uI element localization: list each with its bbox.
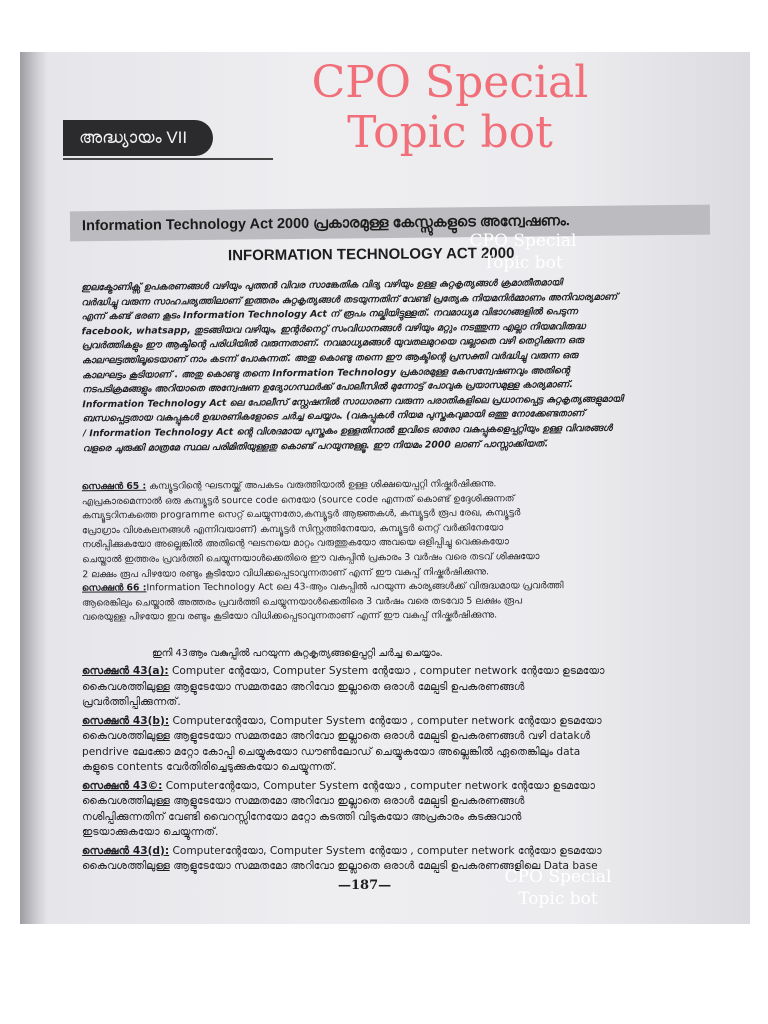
line-text: കമ്പ്യൂട്ടറിനകത്തെ programme സെറ്റ് ചെയ്യുന്നതോ,കമ്പ്യൂട്ടർ ആജ്ഞകൾ, കമ്പ്യൂട്ടർ രൂപ രേഖ, കമ്പ്യൂട്ടർ xyxy=(81,507,521,522)
section-43-line xyxy=(82,844,712,860)
line-text: നശിപ്പിക്കുന്നതിന് വേണ്ടി വൈറസ്സിനേയോ മറ്റോ കടത്തി വിടുകയോ അപ്രകാരം കടക്കുവാൻ xyxy=(82,810,522,823)
line-text: കൈവശത്തിലുള്ള ആളുടേയോ സമ്മതമോ അറിവോ ഇല്ലാതെ ഒരാൾ മേല്പടി ഉപകരണങ്ങളിലെ Data base xyxy=(82,860,598,872)
section-label: സെക്ഷൻ 65 : xyxy=(81,480,147,493)
line-text: കാലഘട്ടത്തിലൂടെയാണ് നാം കടന്ന് പോകുന്നത്. അതു കൊണ്ടു തന്നെ ഈ ആക്ടിന്റെ പ്രസക്തി വർദ്ധിച്ചു വരുന്ന ഒരു xyxy=(81,350,578,367)
section-label: സെക്ഷൻ 66 : xyxy=(81,582,147,594)
section-43-line xyxy=(82,760,712,776)
line-text: കൈവശത്തിലുള്ള ആളുടേയോ സമ്മതമോ അറിവോ ഇല്ലാതെ ഒരാൾ മേല്പടി ഉപകരണങ്ങൾ xyxy=(82,680,525,693)
line-text: ഇലക്ട്രോണിക്സ് ഉപകരണങ്ങൾ വഴിയും പുത്തൻ വിവര സാങ്കേതിക വിദ്യ വഴിയും ഉള്ള കുറ്റകൃത്യങ്ങൾ ക്രമാതീതമായി xyxy=(81,277,563,294)
section-43-line xyxy=(82,810,712,826)
watermark-bottom xyxy=(478,866,638,910)
line-text: Computerന്റേയോ, Computer System ന്റേയോ , computer network ന്റേയോ ഉടമയോ xyxy=(169,714,602,727)
watermark-bottom-line1: CPO Special xyxy=(504,867,612,887)
section-label: സെക്ഷൻ 43(d): xyxy=(82,844,170,857)
line-text: Information Technology Act ലെ പോലീസ് സ്റ്റേഷനിൽ സാധാരണ വരുന്ന പരാതികളിലെ പ്രധാനപ്പെട്ട കുറ്റകൃത്യങ്ങളുമായി xyxy=(82,393,624,411)
section-43-line xyxy=(82,714,712,730)
line-text: പ്രോഗ്രാം വിശകലനങ്ങൾ എന്നിവയാണ്) കമ്പ്യൂട്ടർ സിസ്റ്റത്തിനേയോ, കമ്പ്യൂട്ടർ നെറ്റ് വർക്കിനേയോ xyxy=(81,522,504,536)
line-text: Computerന്റേയോ, Computer System ന്റേയോ , computer network ന്റേയോ ഉടമയോ xyxy=(162,779,595,792)
watermark-middle-line1: CPO Special xyxy=(469,231,577,251)
section-label: സെക്ഷൻ 43(b): xyxy=(82,714,170,727)
line-text: pendrive ലേക്കോ മറ്റോ കോപ്പി ചെയ്യുകയോ ഡൗൺലോഡ് ചെയ്യുകയോ അല്ലെങ്കിൽ ഏതെങ്കിലും data xyxy=(82,745,581,758)
line-text: പ്രവർത്തികളും ഈ ആക്ടിന്റെ പരിധിയിൽ വരുന്നതാണ്. നവമാധ്യമങ്ങൾ യുവതലമുറയെ വല്ലാതെ വഴി തെറ്റിക്കുന്ന ഒരു xyxy=(81,335,584,352)
line-text: കളുടെ contents വേർതിരിച്ചെടുക്കുകയോ ചെയ്യുന്നത്. xyxy=(82,761,337,773)
intro-paragraph xyxy=(81,275,708,457)
section-43-line xyxy=(82,680,712,696)
line-text: / Information Technology Act ന്റെ വിശദമായ പുസ്തകം ഉള്ളതിനാൽ ഇവിടെ ഓരോ വകുപ്പുകളെപ്പറ്റിയും ഉള്ള വിവരങ്ങൾ xyxy=(82,422,613,440)
chapter-label: അദ്ധ്യായം VII xyxy=(63,120,213,156)
page-number: —187— xyxy=(338,878,392,893)
line-text: വരെയുള്ള പിഴയോ ഇവ രണ്ടും കൂടിയോ വിധിക്കപ്പെടാവുന്നതാണ് എന്ന് ഈ വകുപ്പ് നിഷ്കർഷിക്കുന്നു. xyxy=(82,609,498,623)
line-text: ഇടയാക്കുകയോ ചെയ്യുന്നത്. xyxy=(82,826,219,838)
section-43-line xyxy=(82,695,712,711)
line-text: കാലഘട്ടം കൂടിയാണ് . അതു കൊണ്ടു തന്നെ Information Technology പ്രകാരമുള്ള കേസന്വേഷണവും അതിന്റെ xyxy=(82,364,570,381)
watermark-top xyxy=(270,58,630,158)
line-text: Information Technology Act ലെ 43-ആം വകുപ്പിൽ പറയുന്ന കാര്യങ്ങൾക്ക് വിരുദ്ധമായ പ്രവർത്തി xyxy=(146,580,564,594)
line-text: വളരെ ചുരുക്കി മാത്രമേ സ്ഥല പരിമിതിയുള്ളതു കൊണ്ട് പറയുന്നുള്ളൂ. ഈ നിയമം 2000 ലാണ് പാസ്സാക്കിയത്. xyxy=(82,437,549,454)
line-text: എപ്രകാരമെന്നാൽ ഒരു കമ്പ്യൂട്ടർ source code നെയോ (source code എന്നത് കൊണ്ട് ഉദ്ദേശിക്കുന്നത് xyxy=(81,492,515,507)
line-text: നശിപ്പിക്കുകയോ അല്ലെങ്കിൽ അതിന്റെ ഘടനയെ മാറ്റം വരുത്തുകയോ അവയെ ഒളിപ്പിച്ചു വെക്കുകയോ xyxy=(82,536,509,551)
line-text: Computerന്റേയോ, Computer System ന്റേയോ , computer network ന്റേയോ ഉടമയോ xyxy=(169,844,602,857)
section-43-line xyxy=(82,794,712,810)
line-text: ബന്ധപ്പെട്ടതായ വകുപ്പുകൾ ഉദ്ധരണികളോടെ ചർച്ച ചെയ്യാം. (വകുപ്പുകൾ നിയമ പുസ്തകവുമായി ഒത്തു നോക്കേണ്ടതാണ് xyxy=(82,408,585,425)
line-text: 2 ലക്ഷം രൂപ പിഴയോ രണ്ടും കൂടിയോ വിധിക്കപ്പെടാവുന്നതാണ് എന്ന് ഈ വകുപ്പ് നിഷ്കർഷിക്കുന്നു. xyxy=(82,565,490,580)
section-43-line xyxy=(82,745,712,761)
line-text: വർദ്ധിച്ചു വരുന്ന സാഹചര്യത്തിലാണ് ഇത്തരം കുറ്റകൃത്യങ്ങൾ തടയുന്നതിന് വേണ്ടി പ്രത്യേക നിയമനിർമ്മാണം അനിവാര്യമാണ് xyxy=(81,291,618,308)
section-65-paragraph xyxy=(82,476,715,583)
line-text: നടപടിക്രമങ്ങളും അറിയാതെ അന്വേഷണ ഉദ്യോഗസ്ഥർക്ക് പോലീസിൽ മുന്നോട്ട് പോവുക പ്രയാസമുള്ള കാര്യമാണ്. xyxy=(82,379,573,396)
watermark-top-line2: Topic bot xyxy=(347,107,553,158)
watermark-top-line1: CPO Special xyxy=(311,57,589,108)
page-title: Information Technology Act 2000 പ്രകാരമുള്ള കേസ്സുകളുടെ അന്വേഷണം. xyxy=(81,213,570,235)
watermark-middle xyxy=(448,230,598,274)
page-binding-shadow xyxy=(20,52,46,924)
section-label: സെക്ഷൻ 43(a): xyxy=(82,665,169,677)
line-text: ചെയ്താൽ ഇത്തരം പ്രവർത്തി ചെയ്യുന്നയാൾക്കെതിരെ ഈ വകുപ്പിൻ പ്രകാരം 3 വർഷം വരെ തടവ് ശിക്ഷയോ xyxy=(82,550,540,566)
section-43-list xyxy=(82,664,712,878)
section-43-line xyxy=(82,825,712,841)
section-43-line xyxy=(82,729,712,745)
section-43-lead: ഇനി 43ആം വകുപ്പിൽ പറയുന്ന കുറ്റകൃത്യങ്ങളെപ്പറ്റി ചർച്ച ചെയ്യാം. xyxy=(152,648,443,659)
watermark-bottom-line2: Topic bot xyxy=(518,889,598,909)
line-text: പ്രവർത്തിപ്പിക്കുന്നത്. xyxy=(82,696,181,708)
section-66-paragraph xyxy=(82,578,714,625)
line-text: കമ്പ്യൂട്ടറിന്റെ ഘടനയ്ക്ക് അപകടം വരുത്തിയാൽ ഉള്ള ശിക്ഷയെപ്പറ്റി നിഷ്കർഷിക്കുന്നു. xyxy=(146,478,497,492)
watermark-middle-line2: Topic bot xyxy=(483,253,563,273)
section-43-line xyxy=(82,664,712,680)
line-text: കൈവശത്തിലുള്ള ആളുടേയോ സമ്മതമോ അറിവോ ഇല്ലാതെ ഒരാൾ മേല്പടി ഉപകരണങ്ങൾ xyxy=(82,795,525,807)
section-43-line xyxy=(82,779,712,795)
page-subtitle: INFORMATION TECHNOLOGY ACT 2000 xyxy=(227,244,515,265)
line-text: കൈവശത്തിലുള്ള ആളുടേയോ സമ്മതമോ അറിവോ ഇല്ലാതെ ഒരാൾ മേല്പടി ഉപകരണങ്ങൾ വഴി datakൾ xyxy=(82,730,591,742)
line-text: ആരെങ്കിലും ചെയ്താൽ അത്തരം പ്രവർത്തി ചെയ്യുന്നയാൾക്കെതിരെ 3 വർഷം വരെ തടവോ 5 ലക്ഷം രൂപ xyxy=(81,594,523,609)
line-text: Computer ന്റേയോ, Computer System ന്റേയോ , computer network ന്റേയോ ഉടമയോ xyxy=(168,665,605,677)
line-text: facebook, whatsapp, തുടങ്ങിയവ വഴിയും, ഇന്റർനെറ്റ് സംവിധാനങ്ങൾ വഴിയും മറ്റും നടത്തുന്ന എല്ലാ നിയമവിരുദ്ധ xyxy=(81,320,586,338)
section-label: സെക്ഷൻ 43©: xyxy=(82,779,163,792)
chapter-divider xyxy=(63,158,273,160)
line-text: എന്ന് കണ്ട് ഭരണ കൂടം Information Technology Act ന് രൂപം നല്കിയിട്ടുള്ളത്. നവമാധ്യമ വിഭാഗങ്ങളിൽ പെടുന്ന xyxy=(81,306,578,323)
